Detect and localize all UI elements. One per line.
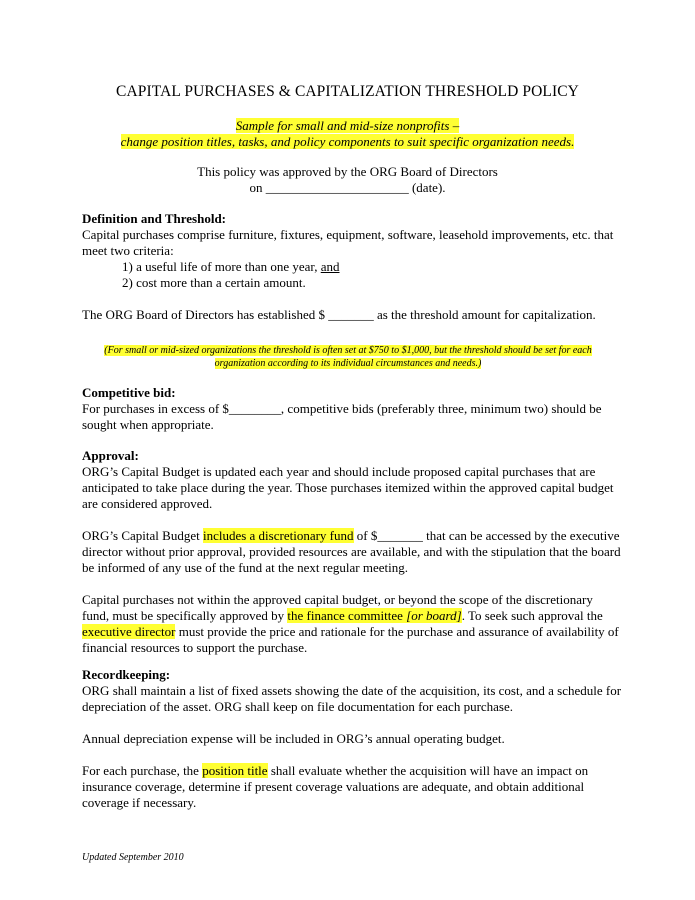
recordkeeping-heading: Recordkeeping:: [82, 667, 171, 682]
recordkeeping-para-3-end: shall evaluate whether the acquisition will have an impact on insurance coverage, determine if present coverage valuations are adequate, and obtain additional coverage if necessary.: [82, 763, 589, 810]
recordkeeping-para-3: [82, 763, 622, 811]
definition-text: Capital purchases comprise furniture, fixtures, equipment, software, leasehold improvements, etc. that meet two criteria:: [82, 227, 614, 258]
approval-para-2: [82, 528, 622, 576]
criterion-1-text: 1) a useful life of more than one year,: [122, 259, 321, 274]
competitive-bid-text: For purchases in excess of $________, competitive bids (preferably three, minimum two) should be sought when appropriate.: [82, 401, 602, 432]
approval-para-1: ORG’s Capital Budget is updated each year and should include proposed capital purchases that are anticipated to take place during the year. Those purchases itemized within the approved capital budget are considered approved.: [82, 464, 614, 511]
position-title-highlight: position title: [202, 763, 268, 778]
definition-heading: Definition and Threshold:: [82, 211, 227, 226]
definition-section: [82, 211, 622, 323]
approval-heading: Approval:: [82, 448, 139, 463]
approval-para-2-end: of $_______ that can be accessed by the executive director without prior approval, provided resources are available, and with the stipulation that the board be informed of any use of the fund at the next regular meeting.: [82, 528, 621, 575]
executive-director-highlight: executive director: [82, 624, 176, 639]
recordkeeping-para-3-start: For each purchase, the: [82, 763, 203, 778]
threshold-note: [78, 344, 618, 370]
sample-note-line-2: change position titles, tasks, and policy components to suit specific organization needs.: [120, 134, 575, 149]
criterion-2: 2) cost more than a certain amount.: [122, 275, 306, 290]
approval-para-2-start: ORG’s Capital Budget: [82, 528, 203, 543]
approval-para-3-end: must provide the price and rationale for the purchase and assurance of availability of financial resources to support the purchase.: [82, 624, 619, 655]
footer-updated-date: Updated September 2010: [82, 852, 184, 863]
approval-section: [82, 448, 622, 656]
competitive-bid-section: [82, 385, 622, 433]
threshold-note-text: (For small or mid-sized organizations the threshold is often set at $750 to $1,000, but the threshold should be set for each organization according to its individual circumstances and needs.): [104, 345, 592, 369]
discretionary-fund-highlight: includes a discretionary fund: [202, 528, 354, 543]
approval-para-3-start: Capital purchases not within the approved capital budget, or beyond the scope of the discretionary fund, must be specifically approved by: [82, 592, 593, 623]
sample-note-line-1: Sample for small and mid-size nonprofits –: [235, 118, 460, 133]
approval-para-3-middle: . To seek such approval the: [461, 608, 603, 623]
approval-statement-line-2: on ______________________ (date).: [249, 180, 446, 195]
recordkeeping-para-2: Annual depreciation expense will be included in ORG’s annual operating budget.: [82, 731, 505, 746]
finance-committee-highlight: [287, 608, 461, 623]
criterion-1-and: and: [320, 259, 340, 274]
or-board-text: [or board]: [406, 608, 462, 623]
criterion-1: [82, 259, 622, 275]
approval-statement: [0, 164, 695, 196]
competitive-bid-heading: Competitive bid:: [82, 385, 176, 400]
sample-note: [0, 118, 695, 150]
finance-committee-text: the finance committee: [287, 608, 407, 623]
recordkeeping-para-1: ORG shall maintain a list of fixed assets showing the date of the acquisition, its cost, and a schedule for depreciation of the asset. ORG shall keep on file documentation for each purchase.: [82, 683, 622, 714]
document-title: CAPITAL PURCHASES & CAPITALIZATION THRESHOLD POLICY: [116, 83, 579, 100]
approval-para-3: [82, 592, 622, 656]
recordkeeping-section: [82, 667, 622, 811]
approval-statement-line-1: This policy was approved by the ORG Board of Directors: [197, 164, 498, 179]
threshold-text: The ORG Board of Directors has established $ _______ as the threshold amount for capitalization.: [82, 307, 596, 322]
